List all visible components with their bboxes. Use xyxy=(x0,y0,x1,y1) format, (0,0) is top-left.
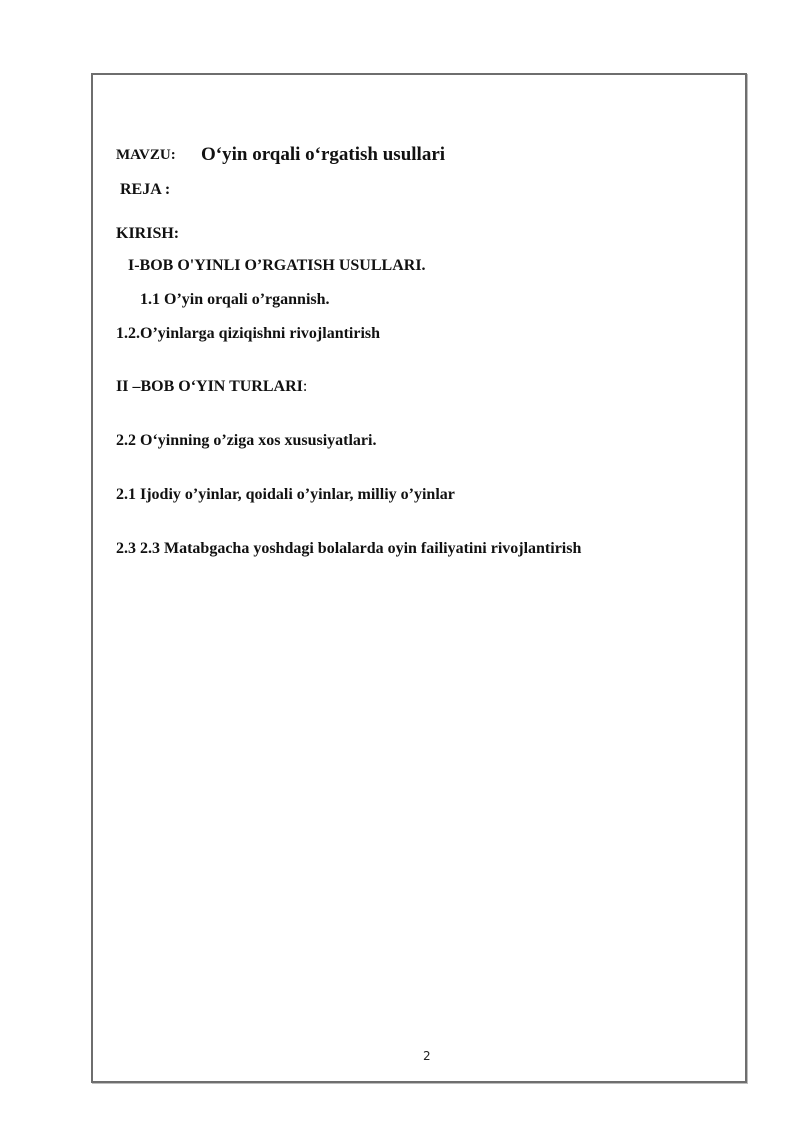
section-2-2: 2.2 O‘yinning o’ziga xos xususiyatlari. xyxy=(116,432,377,449)
chapter-2-heading xyxy=(116,379,307,395)
page-number: 2 xyxy=(423,1049,431,1063)
section-2-3: 2.3 2.3 Matabgacha yoshdagi bolalarda oyin failiyatini rivojlantirish xyxy=(116,540,582,557)
topic-title: O‘yin orqali o‘rgatish usullari xyxy=(201,144,446,165)
topic-label: MAVZU: xyxy=(116,147,176,163)
section-2-1: 2.1 Ijodiy o’yinlar, qoidali o’yinlar, milliy o’yinlar xyxy=(116,486,455,503)
intro-heading: KIRISH: xyxy=(116,225,180,242)
page-border xyxy=(91,73,747,1083)
chapter-2-colon: : xyxy=(302,378,308,395)
section-1-2: 1.2.O’yinlarga qiziqishni rivojlantirish xyxy=(116,325,381,342)
section-1-1: 1.1 O’yin orqali o’rgannish. xyxy=(140,291,330,308)
chapter-1-heading: I-BOB O'YINLI O’RGATISH USULLARI. xyxy=(128,257,426,274)
chapter-2-title: II –BOB O‘YIN TURLARI xyxy=(116,378,303,395)
plan-label: REJA : xyxy=(120,181,171,198)
